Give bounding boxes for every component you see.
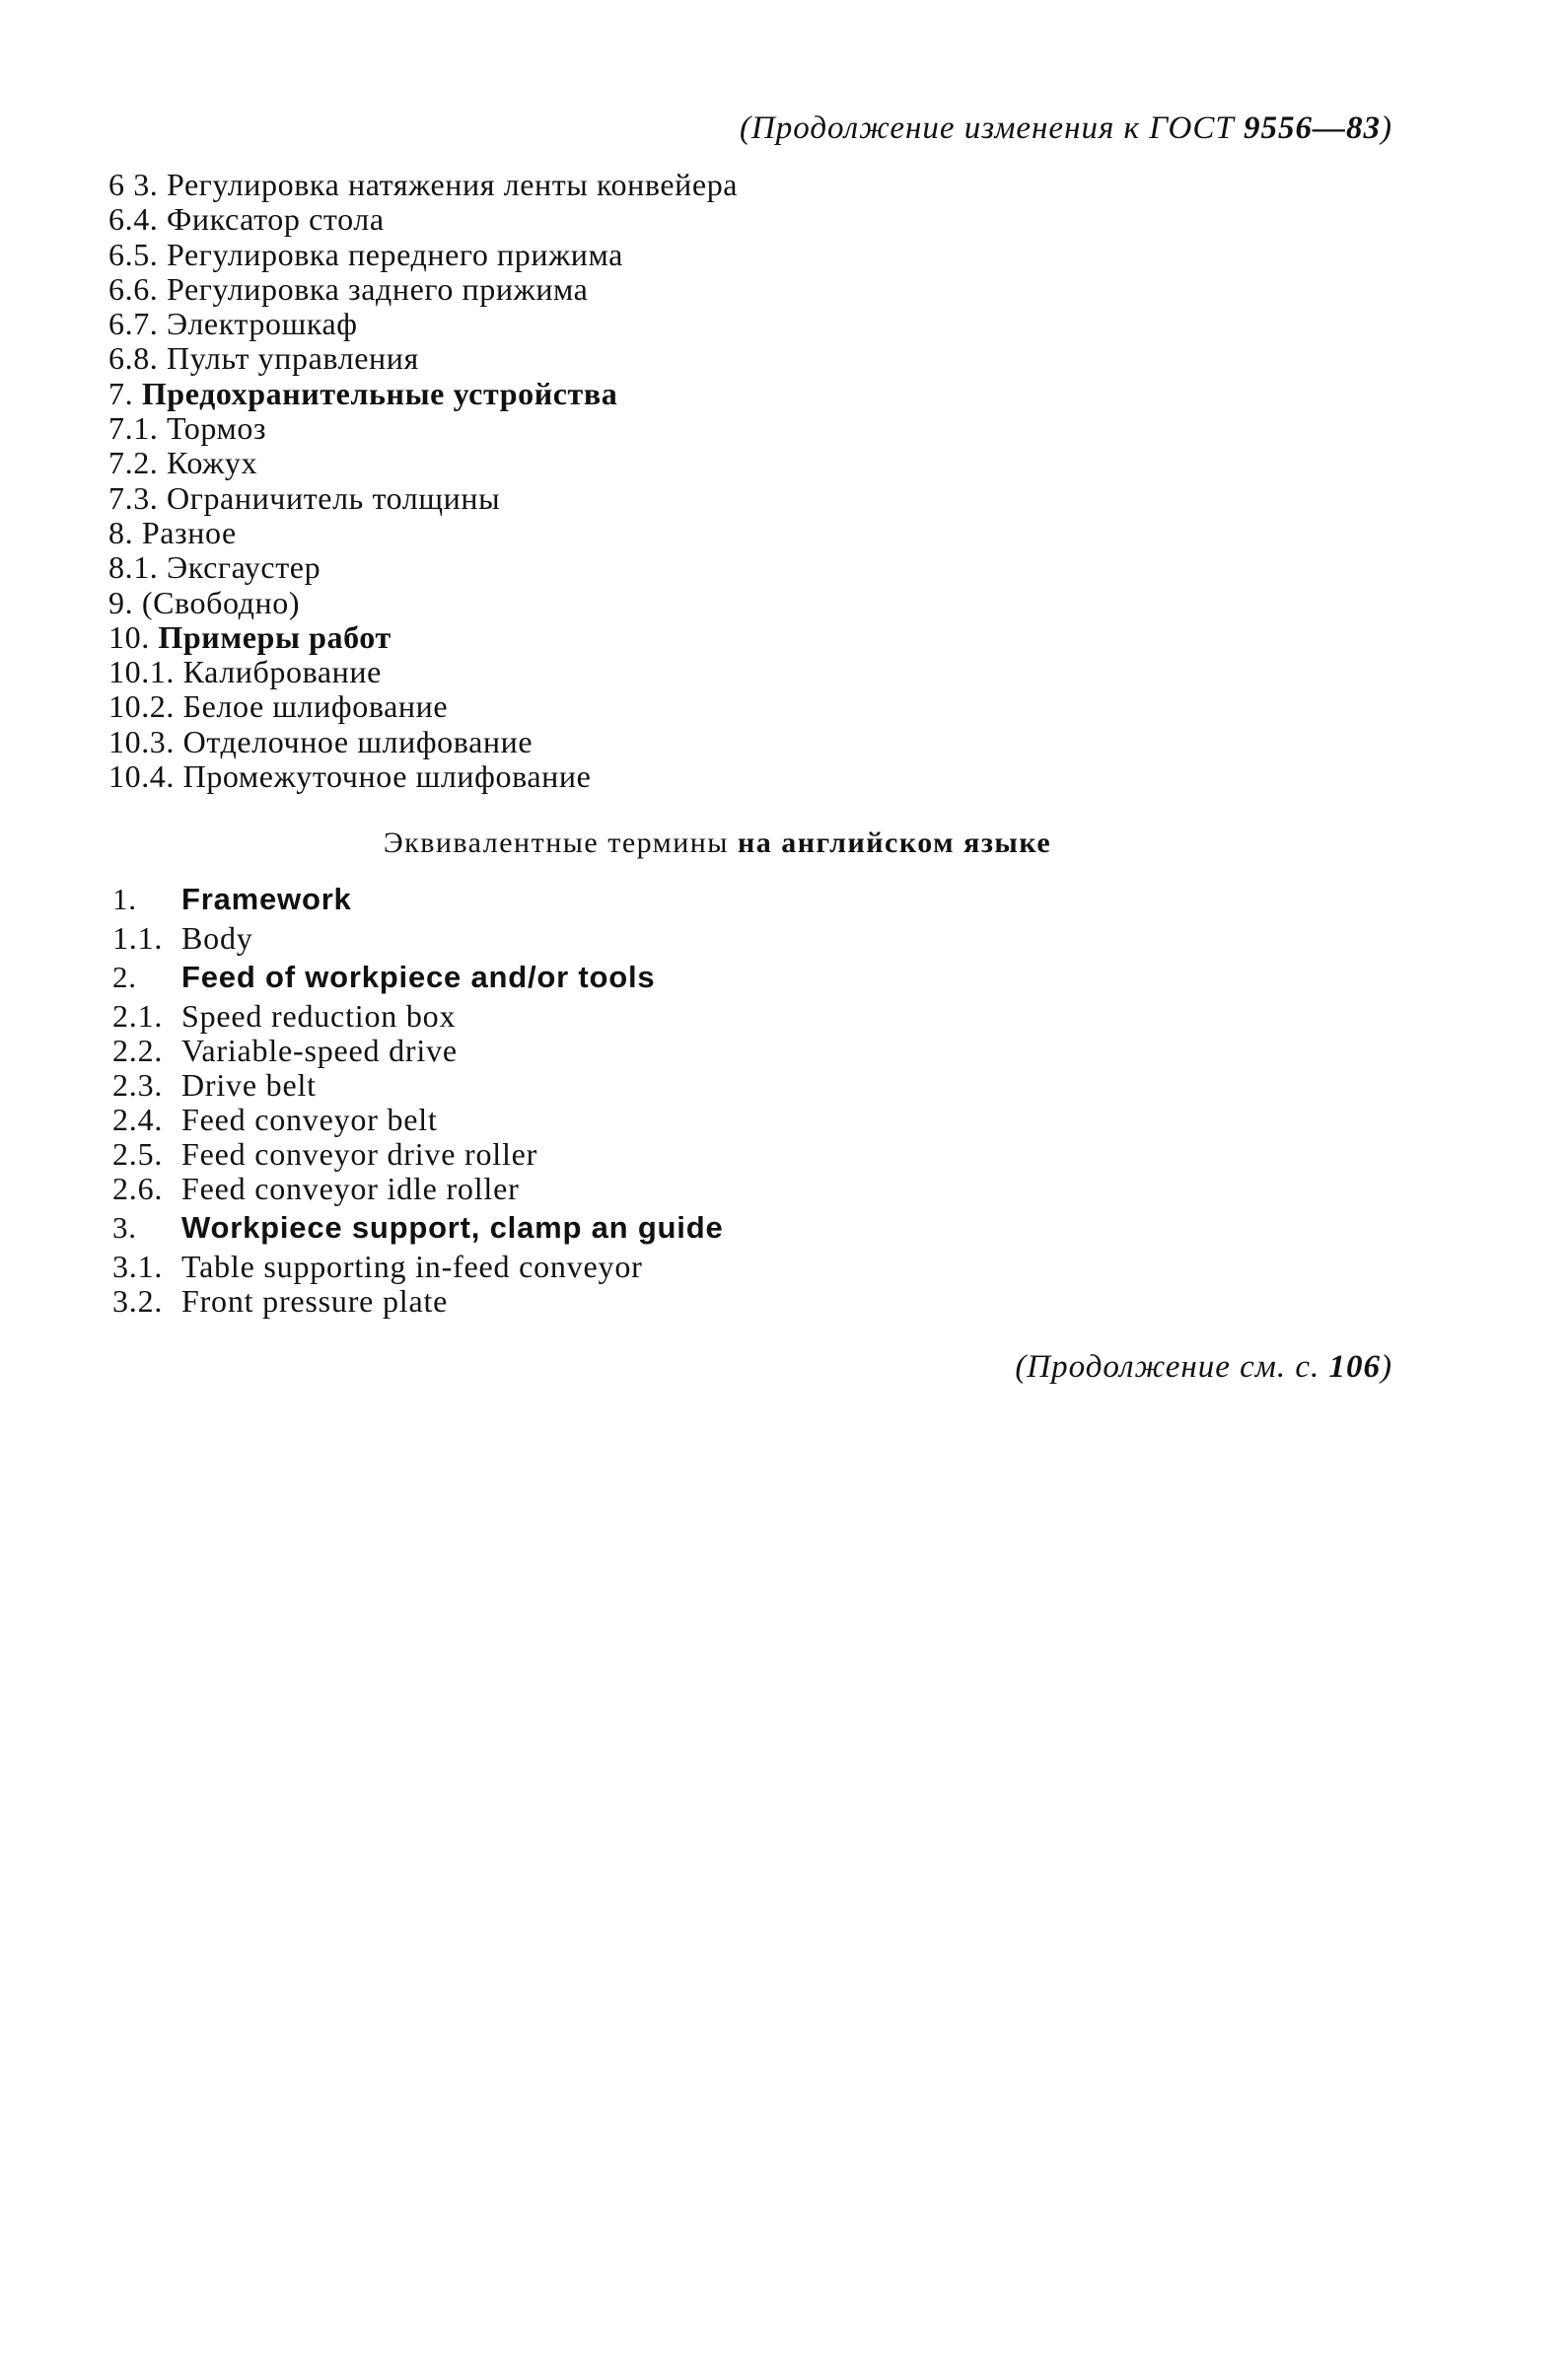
term-number: 10.1. — [108, 654, 175, 690]
term-number: 10.4. — [108, 758, 175, 795]
term-text: Speed reduction box — [181, 998, 457, 1034]
en-term-2 — [112, 956, 723, 999]
term-number: 7.1. — [108, 410, 159, 447]
term-number: 3.1. — [112, 1249, 164, 1284]
term-number: 3.2. — [112, 1283, 164, 1319]
term-heading-text: Workpiece support, clamp an guide — [181, 1210, 724, 1245]
term-number: 2.2. — [112, 1033, 164, 1068]
ru-term-8 — [108, 516, 738, 550]
term-text: Фиксатор стола — [167, 201, 385, 238]
ru-term-10-3 — [108, 725, 738, 759]
ru-term-10-4 — [108, 759, 738, 794]
term-text: Feed conveyor belt — [181, 1102, 438, 1137]
en-term-2-2 — [112, 1034, 723, 1068]
term-number: 8. — [108, 514, 134, 550]
russian-terms-list — [108, 168, 738, 794]
term-text: Регулировка заднего прижима — [167, 270, 589, 307]
term-heading-text: Framework — [181, 882, 352, 916]
en-term-2-6 — [112, 1172, 723, 1206]
header-continuation-text: (Продолжение изменения к ГОСТ — [739, 110, 1244, 146]
term-text: Регулировка натяжения ленты конвейера — [167, 167, 739, 202]
en-term-3 — [112, 1206, 723, 1250]
term-number: 2.6. — [112, 1171, 164, 1206]
term-text: Кожух — [167, 445, 258, 481]
term-number: 2.4. — [112, 1102, 164, 1137]
ru-term-6-5 — [108, 238, 738, 272]
term-text: Тормоз — [167, 410, 267, 447]
term-heading-text: Примеры работ — [158, 618, 392, 655]
en-term-2-4 — [112, 1103, 723, 1137]
english-equivalents-heading — [0, 826, 1435, 860]
term-number: 6 3. — [108, 167, 159, 202]
term-number: 2.5. — [112, 1136, 164, 1172]
ru-term-6-6 — [108, 272, 738, 307]
en-term-3-2 — [112, 1284, 723, 1319]
term-number: 9. — [108, 584, 134, 620]
term-text: Отделочное шлифование — [182, 723, 534, 759]
term-text: Белое шлифование — [182, 688, 449, 725]
term-text: Table supporting in-feed conveyor — [181, 1249, 643, 1284]
ru-term-6-7 — [108, 307, 738, 341]
footer-continuation-note — [1015, 1349, 1392, 1386]
term-text: Электрошкаф — [167, 306, 358, 342]
english-terms-list — [112, 878, 723, 1319]
term-number: 7. — [108, 375, 134, 411]
ru-term-7 — [108, 377, 738, 411]
gost-document-number: 9556—83 — [1244, 110, 1381, 146]
en-term-1 — [112, 878, 723, 921]
ru-term-10-2 — [108, 689, 738, 724]
term-number: 10. — [108, 618, 150, 655]
en-term-1-1 — [112, 921, 723, 956]
term-number: 1. — [112, 882, 137, 916]
term-text: (Свободно) — [141, 584, 301, 620]
en-term-2-5 — [112, 1137, 723, 1172]
term-number: 8.1. — [108, 549, 159, 586]
ru-term-7-1 — [108, 411, 738, 446]
term-heading-text: Feed of workpiece and/or tools — [181, 960, 656, 994]
en-term-3-1 — [112, 1250, 723, 1284]
term-text: Ограничитель толщины — [167, 479, 501, 516]
en-term-2-1 — [112, 999, 723, 1034]
term-number: 7.2. — [108, 445, 159, 481]
term-text: Feed conveyor drive roller — [181, 1136, 538, 1172]
term-number: 6.4. — [108, 201, 159, 238]
term-number: 1.1. — [112, 920, 164, 956]
term-text: Пульт управления — [167, 340, 419, 377]
term-number: 2. — [112, 960, 137, 994]
ru-term-7-2 — [108, 446, 738, 480]
term-text: Эксгаустер — [167, 549, 321, 586]
term-number: 3. — [112, 1210, 137, 1245]
en-term-2-3 — [112, 1068, 723, 1103]
footer-continuation-text: (Продолжение см. с. — [1015, 1349, 1329, 1385]
ru-term-10-1 — [108, 655, 738, 689]
header-close-paren: ) — [1381, 110, 1392, 146]
term-text: Front pressure plate — [181, 1283, 449, 1319]
ru-term-7-3 — [108, 481, 738, 516]
term-text: Body — [181, 920, 253, 956]
term-text: Регулировка переднего прижима — [167, 236, 623, 272]
ru-term-6-3 — [108, 168, 738, 202]
ru-term-8-1 — [108, 550, 738, 585]
ru-term-10 — [108, 620, 738, 655]
term-text: Variable-speed drive — [181, 1033, 458, 1068]
term-number: 2.3. — [112, 1067, 164, 1103]
term-number: 2.1. — [112, 998, 164, 1034]
ru-term-6-8 — [108, 341, 738, 376]
term-number: 6.8. — [108, 340, 159, 377]
term-text: Промежуточное шлифование — [182, 758, 592, 795]
heading-prefix: Эквивалентные термины — [383, 826, 738, 859]
ru-term-9 — [108, 586, 738, 620]
footer-close-paren: ) — [1381, 1349, 1392, 1385]
term-text: Feed conveyor idle roller — [181, 1171, 520, 1206]
ru-term-6-4 — [108, 202, 738, 237]
term-number: 6.6. — [108, 270, 159, 307]
term-heading-text: Предохранительные устройства — [141, 375, 618, 411]
term-number: 10.2. — [108, 688, 175, 725]
term-number: 10.3. — [108, 723, 175, 759]
term-text: Разное — [141, 514, 237, 550]
term-text: Drive belt — [181, 1067, 317, 1103]
heading-bold-part: на английском языке — [737, 826, 1052, 859]
header-continuation-note — [740, 110, 1392, 147]
next-page-reference: 106 — [1328, 1349, 1381, 1385]
term-number: 7.3. — [108, 479, 159, 516]
term-text: Калибрование — [182, 654, 382, 690]
term-number: 6.7. — [108, 306, 159, 342]
term-number: 6.5. — [108, 236, 159, 272]
